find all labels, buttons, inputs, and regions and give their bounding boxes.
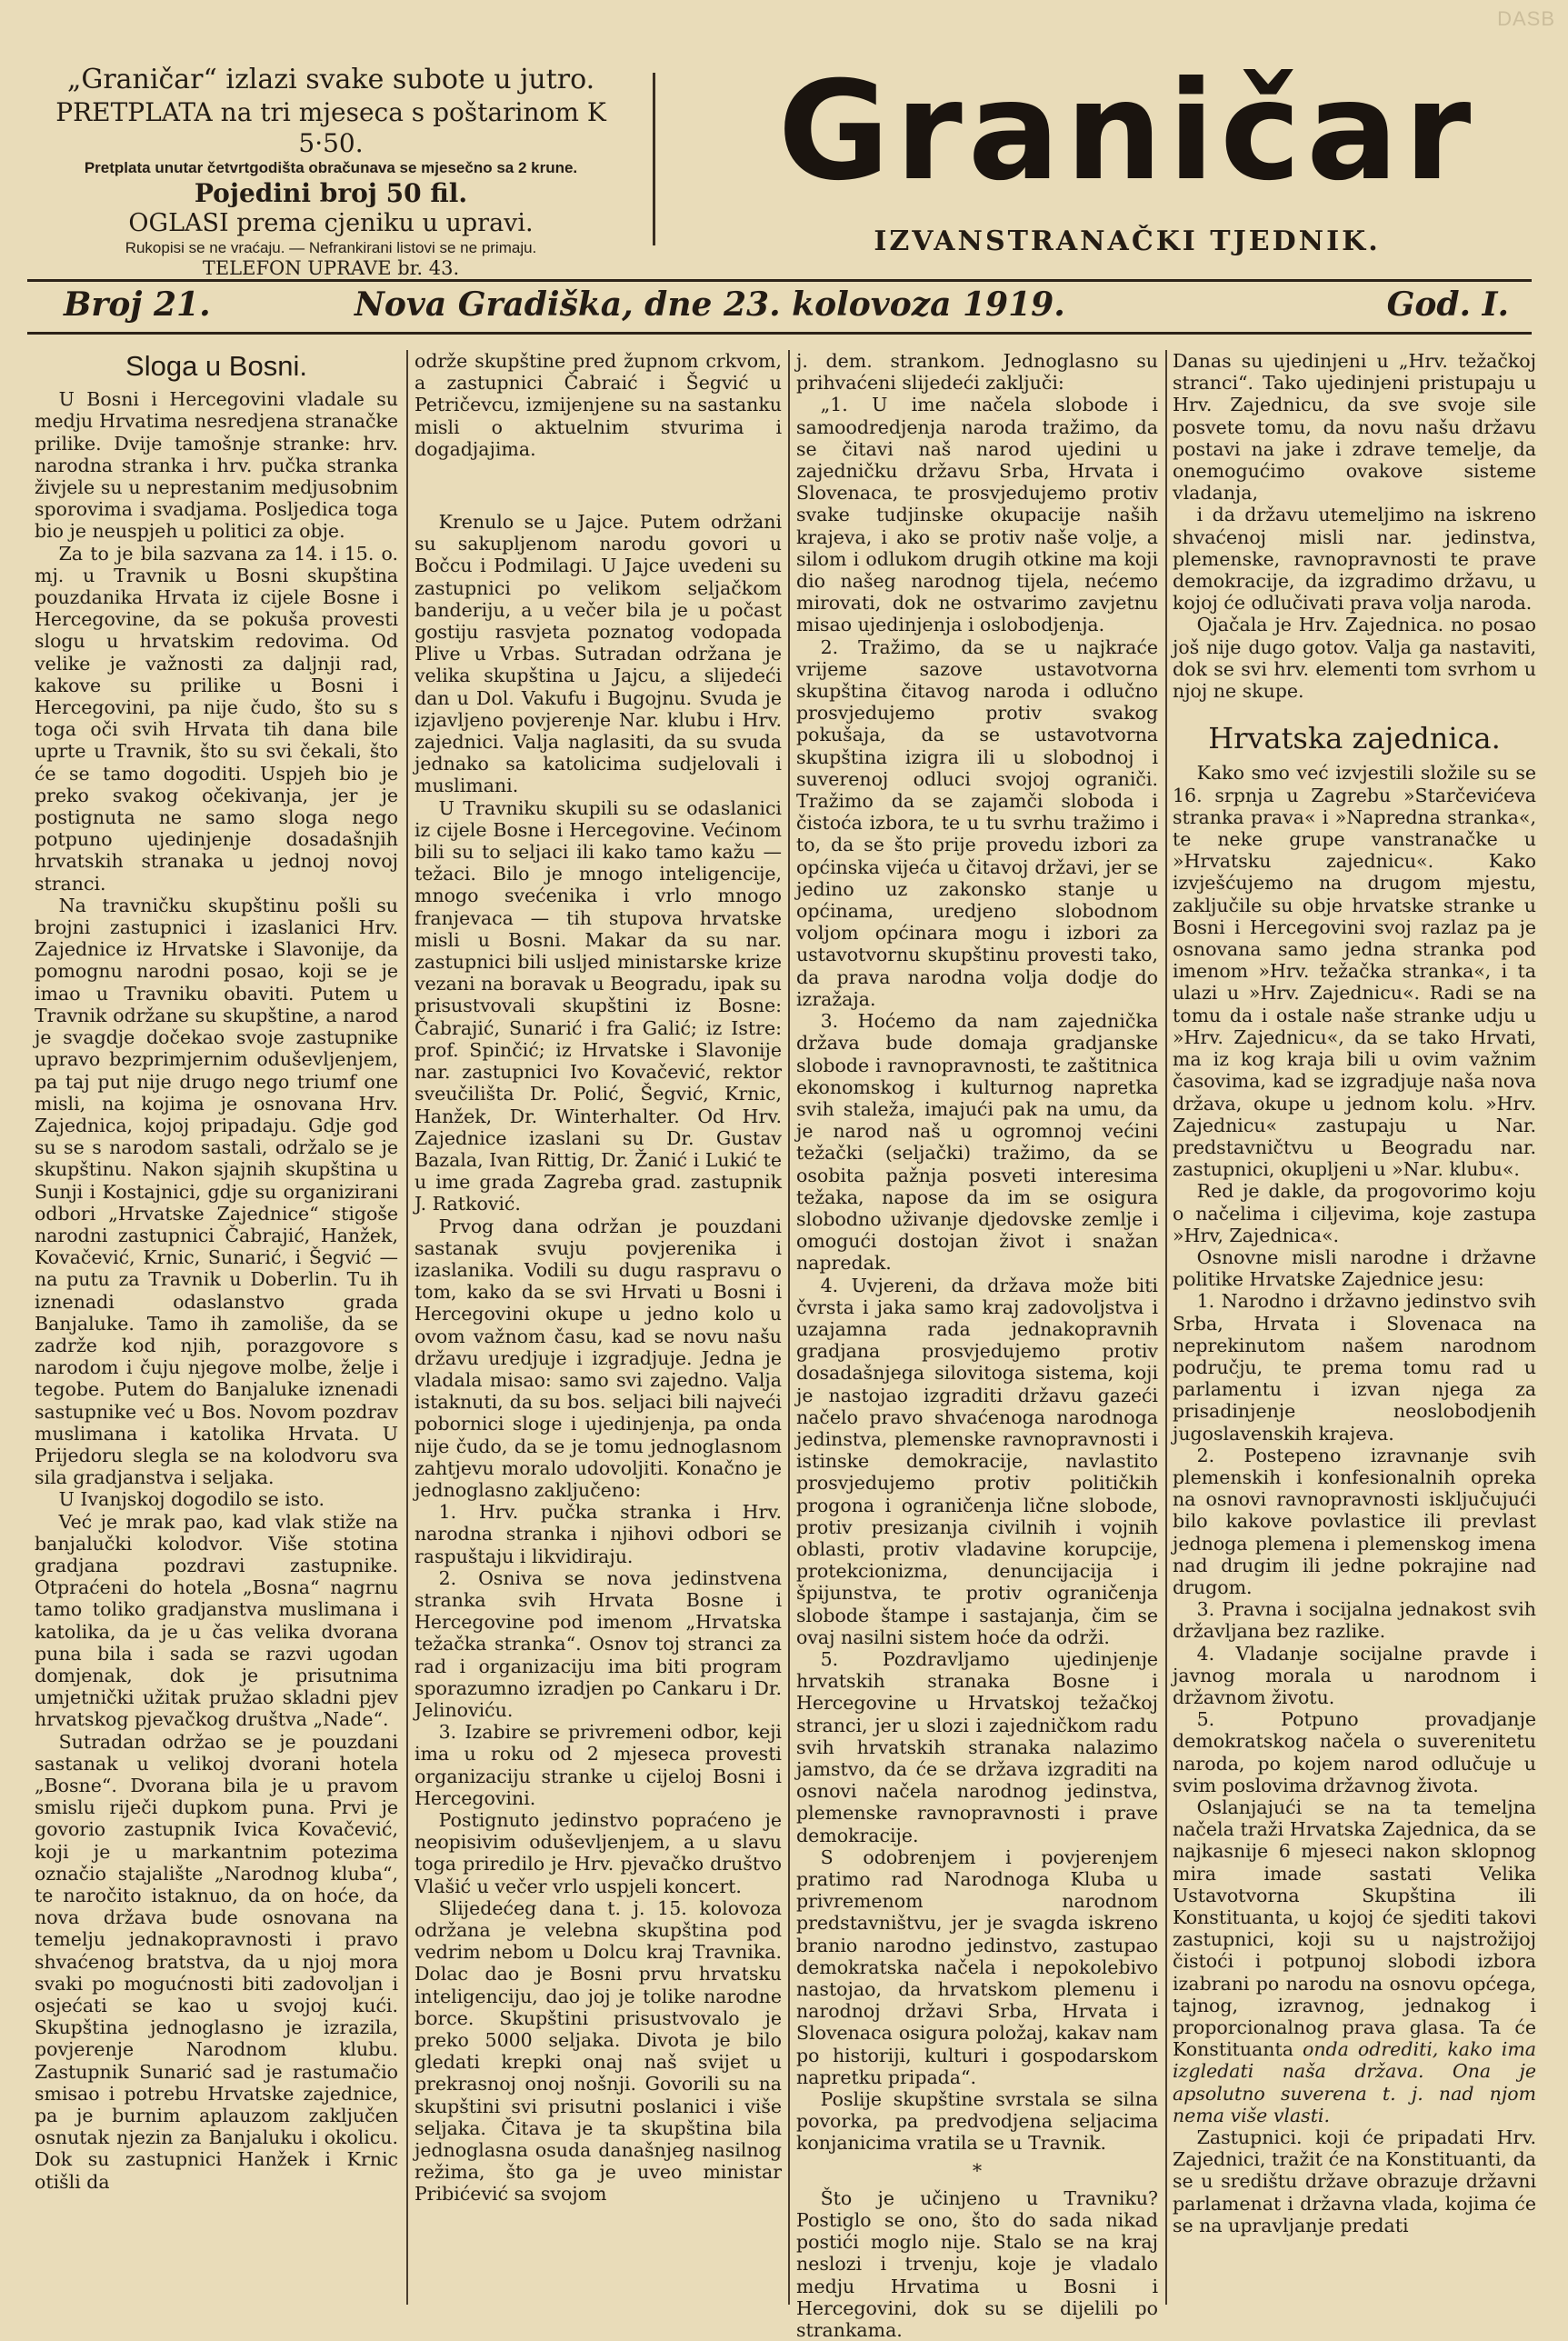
dateline-rule-top — [27, 279, 1532, 282]
paragraph: Za to je bila sazvana za 14. i 15. o. mj. u Travnik u Bosni skupština pouzdanika Hrvata iz cijele Bosne i Hercegovine, da se pokuša provesti slogu u hrvatskim redovima. Od velike je važnosti za daljnji rad, kakove su prilike u Bosni i Hercegovini, pa nije čudo, što su s toga oči svih Hrvata tih dana bile uprte u Travnik, što su svi čekali, što će se tamo dogoditi. Uspjeh bio je preko svakog očekivanja, jer je postignuta ne samo sloga nego potpuno ujedinjenje dosadašnjih hrvatskih stranaka u jednoj novoj stranci. — [35, 542, 398, 895]
paragraph: 5. Potpuno provadjanje demokratskog načela o suverenitetu naroda, po kojem narod odlučuje u svim poslovima državnog života. — [1173, 1708, 1536, 1796]
paragraph: 1. Narodno i državno jedinstvo svih Srba, Hrvata i Slovenaca na neprekinutom našem narodnom području, te prema tomu rad u parlamentu i izvan njega za prisadinjenje neoslobodjenih jugoslavenskih krajeva. — [1173, 1290, 1536, 1445]
paragraph: 3. Hoćemo da nam zajednička država bude domaja gradjanske slobode i ravnopravnosti, te zaštitnica ekonomskog i kulturnog napretka svih staleža, imajući pak na umu, da je narod naš u ogromnoj većini težački (seljački) tražimo, da se osobita pažnja posveti interesima težaka, napose da im se osigura slobodno uživanje djedovske zemlje i omogući dostojan život i snažan napredak. — [796, 1010, 1158, 1275]
italic-text: onda odrediti, kako ima izgledati naša država. Ona je apsolutno suverena t. j. nad njom nema više vlasti. — [1173, 2038, 1536, 2126]
paragraph: Poslije skupštine svrstala se silna povorka, pa predvodjena seljacima konjanicima vratila se u Travnik. — [796, 2088, 1158, 2155]
paragraph: 5. Pozdravljamo ujedinjenje hrvatskih stranaka Bosne i Hercegovine u Hrvatskoj težačkoj stranci, jer u slozi i zajedničkom radu svih hrvatskih stranaka nalazimo jamstvo, da će se država izgraditi na osnovi načela narodnog jedinstva, plemenske ravnopravnosti i prave demokracije. — [796, 1647, 1158, 1846]
spacer — [414, 460, 782, 511]
paragraph: održe skupštine pred župnom crkvom, a zastupnici Čabraić i Šegvić u Petričevcu, izmijenjene su na sastanku misli o aktuelnim stvurima i dogadjajima. — [414, 350, 782, 460]
paragraph: Zastupnici. koji će pripadati Hrv. Zajednici, tražit će na Konstituanti, da se u središtu države obrazuje državni parlamenat i državna vlada, kojima će se na upravljanje predati — [1173, 2126, 1536, 2236]
publishing-note: „Graničar“ izlazi svake subote u jutro. — [66, 64, 595, 95]
paragraph: S odobrenjem i povjerenjem pratimo rad Narodnoga Kluba u privremenom narodnom predstavništvu, jer je svagda iskreno branio narodno jedinstvo, zastupao demokratska načela i nepokolebivo nastojao, da hrvatskom plemenu i narodnoj državi Srba, Hrvata i Slovenaca osigura položaj, kakav nam po historiji, kulturi i gospodarskom napretku pripada“. — [796, 1846, 1158, 2088]
newspaper-subtitle: IZVANSTRANAČKI TJEDNIK. — [874, 225, 1381, 257]
paragraph: 4. Uvjereni, da država može biti čvrsta i jaka samo kraj zadovoljstva i uzajamna rada jednakopravnih gradjana prosvjedujemo protiv dosadašnjega silovitoga sistema, koji je nastojao izgraditi državu gazeći načelo pravo shvaćenoga narodnoga jedinstva, plemenske ravnopravnosti i istinske demokracije, navlastito prosvjedujemo protiv političkih progona i ograničenja lične slobode, protiv presizanja civilnih i vojnih oblasti, protiv vladavine korupcije, protekcionizma, denuncijacija i špijunstva, te protiv ograničenja slobode štampe i sastajanja, čim se ovaj nasilni sistem hoće da održi. — [796, 1274, 1158, 1648]
paragraph: 1. Hrv. pučka stranka i Hrv. narodna stranka i njihovi odbori se raspuštaju i likvidiraju. — [414, 1501, 782, 1567]
subscription-price: PRETPLATA na tri mjeseca s poštarinom K 5·50. — [55, 96, 606, 158]
paragraph: Sutradan održao se je pouzdani sastanak u velikoj dvorani hotela „Bosne“. Dvorana bila je u pravom smislu riječi dupkom puna. Prvi je govorio zastupnik Ivica Kovačević, koji je u markantnim potezima označio stajalište „Narodnog kluba“, te naročito istaknuo, da on hoće, da nova država bude osnovana na temelju jednakopravnosti i pravo shvaćenog bratstva, da u njoj mora svaki po mogućnosti biti zadovoljan i osjećati se kao u svojoj kući. Skupština jednoglasno je izrazila, povjerenje Narodnom klubu. Zastupnik Sunarić sad je rastumačio smisao i potrebu Hrvatske zajednice, pa je burnim aplauzom zaključen osnutak njezin za Banjaluku i okolicu. Dok su zastupnici Hanžek i Krnic otišli da — [35, 1730, 398, 2193]
issue-number: Broj 21. — [64, 285, 211, 324]
paragraph — [1173, 1796, 1536, 2126]
section-separator: * — [972, 2159, 983, 2182]
paragraph: Ojačala je Hrv. Zajednica. no posao još nije dugo gotov. Valja ga nastaviti, dok se svi hrv. elementi tom svrhom u njoj ne skupe. — [1173, 614, 1536, 703]
single-issue-price: Pojedini broj 50 fil. — [194, 177, 468, 208]
paragraph: 4. Vladanje socijalne pravde i javnog morala u narodnom i državnom životu. — [1173, 1642, 1536, 1708]
manuscripts-note: Rukopisi se ne vraćaju. — Nefrankirani listovi se ne primaju. — [125, 238, 537, 256]
column-2 — [414, 350, 782, 2318]
paragraph: Slijedećeg dana t. j. 15. kolovoza održana je velebna skupština pod vedrim nebom u Dolcu kraj Travnika. Dolac dao je Bosni prvu hrvatsku inteligenciju, dao joj je tolike narodne borce. Skupštini prisustvovalo je preko 5000 seljaka. Divota je bilo gledati krepki onaj naš svijet u prekrasnoj onoj nošnji. Govorili su na skupštini svi prisutni poslanici i više seljaka. Čitava je ta skupština bila jednoglasna osuda današnjeg nasilnog režima, što ga je uveo ministar Pribićević sa svojom — [414, 1896, 782, 2206]
phone-note: TELEFON UPRAVE br. 43. — [202, 257, 460, 280]
column-divider — [788, 350, 790, 2305]
paragraph: 2. Osniva se nova jedinstvena stranka svih Hrvata Bosne i Hercegovine pod imenom „Hrvatska težačka stranka“. Osnov toj stranci za rad i organizaciju ima biti program sporazumno izradjen po Cankaru i Dr. Jelinoviću. — [414, 1566, 782, 1721]
paragraph: i da državu utemeljimo na iskreno shvaćenoj misli nar. jedinstva, plemenske, ravnopravnosti te prave demokracije, da izgradimo državu, u kojoj će odlučivati prava volja naroda. — [1173, 504, 1536, 615]
paragraph: j. dem. strankom. Jednoglasno su prihvaćeni slijedeći zaključi: — [796, 350, 1158, 395]
newspaper-title: Graničar — [777, 53, 1477, 211]
paragraph: Krenulo se u Jajce. Putem održani su sakupljenom narodu govori u Bočcu i Podmilagi. U Jajce uvedeni su zastupnici po velikom seljačkom banderiju, a u večer bila je u počast gostiju rasvjeta poznatog vodopada Plive u Vrbas. Sutradan održana je velika skupština u Jajcu, a slijedeći dan u Dol. Vakufu i Bugojnu. Svuda je izjavljeno povjerenje Nar. klubu i Hrv. zajednici. Valja naglasiti, da su svuda jednako sa katolicima sudjelovali i muslimani. — [414, 511, 782, 797]
paragraph: U Bosni i Hercegovini vladale su medju Hrvatima nesredjena stranačke prilike. Dvije tamošnje stranke: hrv. narodna stranka i hrv. pučka stranka živjele su u neprestanim medjusobnim sporovima i svadjama. Posljedica toga bio je neuspjeh u politici za obje. — [35, 388, 398, 543]
paragraph: Osnovne misli narodne i državne politike Hrvatske Zajednice jesu: — [1173, 1246, 1536, 1291]
dateline — [55, 285, 1518, 331]
ads-note: OGLASI prema cjeniku u upravi. — [128, 208, 534, 237]
subscription-info — [31, 64, 631, 281]
paragraph: 3. Pravna i socijalna jednakost svih državljana bez razlike. — [1173, 1598, 1536, 1643]
article-title: Hrvatska zajednica. — [1208, 721, 1501, 756]
text-run: Oslanjajući se na ta temeljna načela traži Hrvatska Zajednica, da se najkasnije 6 mjeseci nakon sklopnog mira imade sastati Velika Ustavotvorna Skupština ili Konstituanta, u kojoj će sjediti takovi zastupnici, koji su u najstrožijoj čistoći i potpunoj slobodi izbora izabrani po narodu na osnovu općega, tajnog, izravnog, jednakog i proporcionalnog prava glasa. Ta će Konstituanta — [1173, 1796, 1536, 2061]
column-3 — [796, 350, 1158, 2341]
paragraph: Već je mrak pao, kad vlak stiže na banjalučki kolodvor. Više stotina gradjana pozdravi zastupnike. Otpraćeni do hotela „Bosna“ nagrnu tamo toliko gradjanstva muslimana i katolika, da je u čas velika dvorana puna bila i sada se razvi ugodan domjenak, dok je prisutnima umjetnički užitak pružao skladni pjev hrvatskog pjevačkog društva „Nade“. — [35, 1510, 398, 1731]
paragraph: 2. Tražimo, da se u najkraće vrijeme sazove ustavotvorna skupština čitavog naroda i odlučno prosvjedujemo protiv svakog pokušaja, da se ustavotvorna skupština izigra ili u slobodnoj i suverenoj odluci svojoj ograniči. Tražimo da se zajamči sloboda i čistoća izbora, te u tu svrhu tražimo i to, da se što prije provedu izbori za općinska vijeća u čitavoj državi, jer se jedino uz zakonsko stanje u općinama, uredjeno slobodnom voljom općinara mogu i izbori za ustavotvornu skupštinu provesti tako, da prava narodna volja dodje do izražaja. — [796, 635, 1158, 1010]
paragraph: Postignuto jedinstvo popraćeno je neopisivim oduševljenjem, a u slavu toga priredilo je Hrv. pjevačko društvo Vlašić u večer vrlo uspjeli koncert. — [414, 1809, 782, 1897]
column-1 — [35, 350, 398, 2318]
paragraph: Što je učinjeno u Travniku? Postiglo se ono, što do sada nikad postići moglo nije. Stalo se na kraj neslozi i trvenju, koje je vladalo medju Hrvatima u Bosni i Hercegovini, dok su se dijelili po strankama. — [796, 2186, 1158, 2341]
subscription-note: Pretplata unutar četvrtgodišta obračunava se mjesečno sa 2 krune. — [84, 158, 578, 176]
column-divider — [1165, 350, 1167, 2305]
dateline-rule-bottom — [27, 332, 1532, 335]
archive-stamp: DASB — [1497, 7, 1555, 30]
paragraph: Red je dakle, da progovorimo koju o načelima i ciljevima, koje zastupa »Hrv, Zajednica«. — [1173, 1180, 1536, 1246]
column-divider — [406, 350, 408, 2305]
place-date: Nova Gradiška, dne 23. kolovoza 1919. — [355, 285, 1065, 324]
paragraph: U Travniku skupili su se odaslanici iz cijele Bosne i Hercegovine. Većinom bili su to seljaci ili kako tamo kažu — težaci. Bilo je mnogo inteligencije, mnogo svećenika i vrlo mnogo franjevaca — tih stupova hrvatske misli u Bosni. Makar da su nar. zastupnici bili usljed ministarske krize vezani na boravak u Beogradu, ipak su prisustvovali skupštini iz Bosne: Čabrajić, Sunarić i fra Galić; iz Istre: prof. Spinčić; iz Hrvatske i Slavonije nar. zastupnici Ivo Kovačević, rektor sveučilišta Dr. Polić, Šegvić, Krnic, Hanžek, Dr. Winterhalter. Od Hrv. Zajednice izaslani su Dr. Gustav Bazala, Ivan Rittig, Dr. Žanić i Lukić te u ime grada Zagreba grad. zastupnik J. Ratković. — [414, 796, 782, 1216]
volume-year: God. I. — [1386, 285, 1509, 324]
paragraph: Danas su ujedinjeni u „Hrv. težačkoj stranci“. Tako ujedinjeni pristupaju u Hrv. Zajednicu, da sve svoje sile posvete tomu, da novu našu državu postavi na jake i zdrave temelje, da onemogućimo ovakove sisteme vladanja, — [1173, 350, 1536, 505]
paragraph: Prvog dana održan je pouzdani sastanak svuju povjerenika i izaslanika. Vodili su dugu raspravu o tom, kako da se svi Hrvati u Bosni i Hercegovini okupe u jedno kolo u ovom važnom času, kad se novu našu državu uredjuje i izgradjuje. Jedna je vladala misao: samo svi zajedno. Valja istaknuti, da su bos. seljaci bili najveći pobornici sloge i ujedinjenja, pa onda nije čudo, da se je tomu jednoglasnom zahtjevu moralo udovoljiti. Konačno je jednoglasno zaključeno: — [414, 1215, 782, 1501]
paragraph: U Ivanjskoj dogodilo se isto. — [58, 1488, 325, 1511]
article-title: Sloga u Bosni. — [125, 350, 307, 382]
paragraph: Kako smo već izvjestili složile su se 16. srpnja u Zagrebu »Starčevićeva stranka prava« i »Napredna stranka«, te neke grupe vanstranačke u »Hrvatsku zajednicu«. Kako izvješćujemo na drugom mjestu, zaključile su obje hrvatske stranke u Bosni i Hercegovini svoj razlaz pa je osnovana samo jedna stranka pod imenom »Hrv. težačka stranka«, i ta ulazi u »Hrv. Zajednicu«. Radi se na tomu da i ostale naše stranke udju u »Hrv. Zajednicu«, da se tako Hrvati, ma iz kog kraja bili u ovim važnim časovima, kad se izgradjuje naša nova država, okupe u jednom kolu. »Hrv. Zajednicu« zastupaju u Nar. predstavničtvu u Beogradu nar. zastupnici, okupljeni u »Nar. klubu«. — [1173, 762, 1536, 1181]
paragraph: 2. Postepeno izravnanje svih plemenskih i konfesionalnih opreka na osnovi ravnopravnosti isključujući bilo kakove povlastice ili prevlast jednoga plemena i plemenskog imena nad drugim ili jedne pokrajine nad drugom. — [1173, 1444, 1536, 1598]
paragraph: „1. U ime načela slobode i samoodredjenja naroda tražimo, da se čitavi naš narod ujedini u zajedničku državu Srba, Hrvata i Slovenaca, te prosvjedujemo protiv svake tudjinske okupacije naših krajeva, i ako se protiv naše volje, a silom i odlukom drugih otkine ma koji dio našeg narodnog tijela, nećemo mirovati, dok ne ostvarimo zavjetnu misao ujedinjenja i oslobodjenja. — [796, 394, 1158, 636]
paragraph: Na travničku skupštinu pošli su brojni zastupnici i izaslanici Hrv. Zajednice iz Hrvatske i Slavonije, da pomognu narodni posao, koji se je imao u Travniku obaviti. Putem u Travnik održane su skupštine, a narod je svagdje dočekao svoje zastupnike upravo bezprimjernim oduševljenjem, pa taj put nije drugo nego triumf one misli, na kojima je osnovana Hrv. Zajednica, kojoj pripadaju. Gdje god su se s narodom sastali, održalo se je skupštinu. Nakon sjajnih skupština u Sunji i Kostajnici, gdje su organizirani odbori „Hrvatske Zajednice“ stigoše narodni zastupnici Čabrajić, Hanžek, Kovačević, Krnic, Sunarić, i Šegvić — na putu za Travnik u Doberlin. Tu ih iznenadi odaslanstvo grada Banjaluke. Tamo ih zamoliše, da se zadrže kod njih, porazgovore s narodom i čuju njegove molbe, želje i tegobe. Putem do Banjaluke iznenadi sastupnike već u Bos. Novom pozdrav muslimana i katolika Hrvata. U Prijedoru slegla se na kolodvoru sva sila gradjanstva i seljaka. — [35, 894, 398, 1489]
masthead-divider — [653, 73, 655, 245]
column-4 — [1173, 350, 1536, 2318]
paragraph: 3. Izabire se privremeni odbor, keji ima u roku od 2 mjeseca provesti organizaciju stranke u cijeloj Bosni i Hercegovini. — [414, 1721, 782, 1809]
